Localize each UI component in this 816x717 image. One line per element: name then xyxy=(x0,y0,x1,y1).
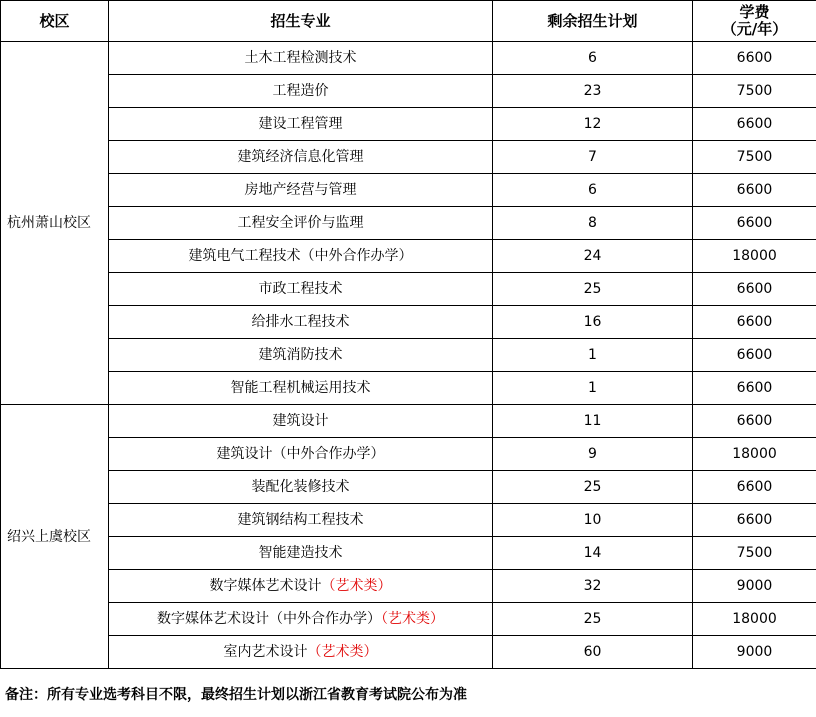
major-cell xyxy=(109,372,493,405)
fee-cell: 6600 xyxy=(693,108,816,141)
art-category-tag: （艺术类） xyxy=(307,644,378,660)
major-name: 建筑设计（中外合作办学） xyxy=(216,446,385,462)
major-cell xyxy=(109,141,493,174)
table-row xyxy=(1,339,816,372)
major-name: 房地产经营与管理 xyxy=(244,182,357,198)
major-cell xyxy=(109,438,493,471)
major-cell xyxy=(109,108,493,141)
major-name: 建筑设计 xyxy=(272,413,329,429)
major-cell xyxy=(109,570,493,603)
remaining-cell: 10 xyxy=(493,504,693,537)
major-cell xyxy=(109,339,493,372)
major-name: 土木工程检测技术 xyxy=(244,50,357,66)
major-name: 建设工程管理 xyxy=(258,116,343,132)
remaining-cell: 11 xyxy=(493,405,693,438)
fee-cell: 6600 xyxy=(693,306,816,339)
remaining-cell: 24 xyxy=(493,240,693,273)
major-name: 智能建造技术 xyxy=(258,545,343,561)
major-cell xyxy=(109,603,493,636)
major-cell xyxy=(109,504,493,537)
fee-cell: 6600 xyxy=(693,504,816,537)
fee-cell: 18000 xyxy=(693,240,816,273)
major-name: 建筑经济信息化管理 xyxy=(237,149,364,165)
major-cell xyxy=(109,405,493,438)
header-remaining: 剩余招生计划 xyxy=(493,1,693,42)
table-row xyxy=(1,207,816,240)
major-name: 室内艺术设计 xyxy=(223,644,308,660)
table-row xyxy=(1,603,816,636)
table-body xyxy=(1,42,816,669)
remaining-cell: 60 xyxy=(493,636,693,669)
art-category-tag: （艺术类） xyxy=(381,611,444,627)
campus-cell: 杭州萧山校区 xyxy=(1,42,109,405)
footnote: 备注：所有专业选考科目不限，最终招生计划以浙江省教育考试院公布为准 xyxy=(5,687,467,703)
table-row xyxy=(1,240,816,273)
major-cell xyxy=(109,240,493,273)
table-row xyxy=(1,141,816,174)
table-row xyxy=(1,504,816,537)
major-name: 工程安全评价与监理 xyxy=(237,215,364,231)
fee-cell: 6600 xyxy=(693,339,816,372)
table-row xyxy=(1,108,816,141)
fee-cell: 18000 xyxy=(693,603,816,636)
table-row xyxy=(1,306,816,339)
major-name: 市政工程技术 xyxy=(258,281,343,297)
major-cell xyxy=(109,636,493,669)
remaining-cell: 1 xyxy=(493,339,693,372)
major-name: 建筑电气工程技术（中外合作办学） xyxy=(188,248,413,264)
major-name: 数字媒体艺术设计（中外合作办学） xyxy=(157,611,381,627)
remaining-cell: 16 xyxy=(493,306,693,339)
major-name: 工程造价 xyxy=(272,83,329,99)
remaining-cell: 9 xyxy=(493,438,693,471)
fee-cell: 9000 xyxy=(693,570,816,603)
table-row xyxy=(1,570,816,603)
header-row xyxy=(1,1,816,42)
remaining-cell: 25 xyxy=(493,273,693,306)
major-cell xyxy=(109,537,493,570)
campus-cell: 绍兴上虞校区 xyxy=(1,405,109,669)
major-cell xyxy=(109,75,493,108)
major-cell xyxy=(109,42,493,75)
fee-cell: 9000 xyxy=(693,636,816,669)
remaining-cell: 14 xyxy=(493,537,693,570)
major-cell xyxy=(109,306,493,339)
fee-cell: 6600 xyxy=(693,405,816,438)
fee-cell: 6600 xyxy=(693,42,816,75)
major-cell xyxy=(109,471,493,504)
remaining-cell: 8 xyxy=(493,207,693,240)
major-name: 数字媒体艺术设计 xyxy=(209,578,322,594)
header-fee-line1: 学费 xyxy=(739,3,770,21)
table-row xyxy=(1,174,816,207)
remaining-cell: 23 xyxy=(493,75,693,108)
fee-cell: 6600 xyxy=(693,207,816,240)
table-row xyxy=(1,471,816,504)
fee-cell: 7500 xyxy=(693,75,816,108)
remaining-cell: 12 xyxy=(493,108,693,141)
table-row xyxy=(1,372,816,405)
fee-cell: 7500 xyxy=(693,537,816,570)
table-row xyxy=(1,438,816,471)
major-cell xyxy=(109,174,493,207)
major-name: 智能工程机械运用技术 xyxy=(230,380,371,396)
fee-cell: 6600 xyxy=(693,273,816,306)
major-cell xyxy=(109,273,493,306)
remaining-cell: 6 xyxy=(493,174,693,207)
fee-cell: 7500 xyxy=(693,141,816,174)
major-name: 建筑消防技术 xyxy=(258,347,343,363)
major-name: 建筑钢结构工程技术 xyxy=(237,512,364,528)
fee-cell: 6600 xyxy=(693,471,816,504)
header-major: 招生专业 xyxy=(109,1,493,42)
table-row xyxy=(1,405,816,438)
table-row xyxy=(1,42,816,75)
remaining-cell: 25 xyxy=(493,471,693,504)
table-row xyxy=(1,636,816,669)
header-campus: 校区 xyxy=(1,1,109,42)
art-category-tag: （艺术类） xyxy=(321,578,392,594)
remaining-cell: 1 xyxy=(493,372,693,405)
major-name: 给排水工程技术 xyxy=(251,314,350,330)
table-row xyxy=(1,75,816,108)
major-name: 装配化装修技术 xyxy=(251,479,350,495)
fee-cell: 6600 xyxy=(693,174,816,207)
remaining-cell: 7 xyxy=(493,141,693,174)
remaining-cell: 25 xyxy=(493,603,693,636)
fee-cell: 18000 xyxy=(693,438,816,471)
remaining-cell: 6 xyxy=(493,42,693,75)
header-fee-line2: （元/年） xyxy=(721,20,788,38)
fee-cell: 6600 xyxy=(693,372,816,405)
table-row xyxy=(1,273,816,306)
major-cell xyxy=(109,207,493,240)
remaining-cell: 32 xyxy=(493,570,693,603)
table-row xyxy=(1,537,816,570)
header-fee xyxy=(693,1,816,42)
